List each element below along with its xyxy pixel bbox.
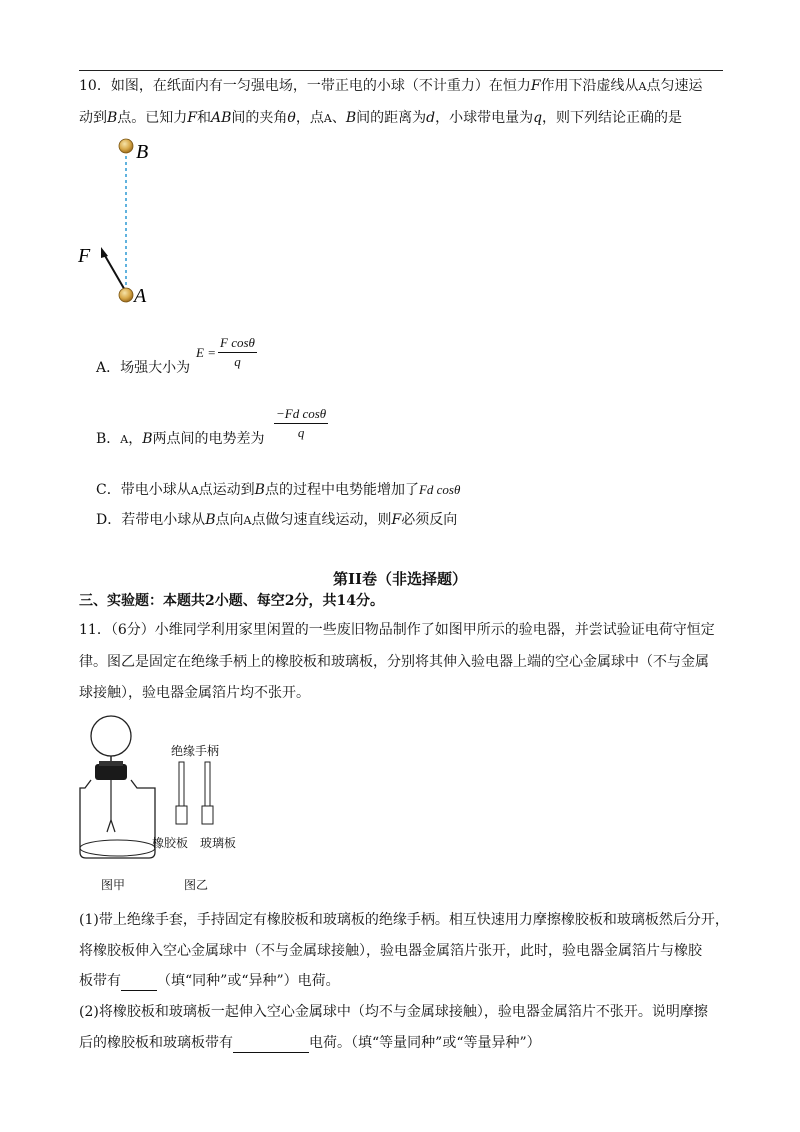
q10-text: 间的夹角: [231, 110, 288, 126]
glass-handle: [205, 762, 210, 806]
option-B-text: ，: [128, 431, 143, 447]
symbol-A: A: [120, 433, 129, 446]
top-rule: [79, 70, 723, 71]
option-C-text: 点的过程中电势能增加了: [264, 482, 419, 498]
fraction-bar: [274, 423, 328, 424]
figure-jia-caption: 图甲: [101, 878, 126, 892]
option-A-fraction: [218, 335, 257, 370]
q10-text: 间的距离为: [356, 110, 427, 126]
q11-part1-line-3: [79, 971, 340, 991]
symbol-F: F: [530, 78, 541, 94]
option-C-text: C．带电小球从: [96, 482, 191, 498]
option-D-text: D．若带电小球从: [96, 512, 206, 528]
q11-text: 后的橡胶板和玻璃板带有: [79, 1035, 233, 1051]
glass-plate: [202, 806, 213, 824]
q10-text: 动到: [79, 110, 107, 126]
option-D-text: 点向: [215, 512, 244, 528]
fraction-bar: [218, 352, 257, 353]
symbol-A: A: [638, 80, 647, 93]
symbol-B: B: [254, 482, 265, 498]
label-F: F: [78, 245, 91, 267]
q10-line-2: [79, 108, 682, 129]
q11-text: （填“同种”或“异种”）电荷。: [157, 973, 340, 989]
q10-text: ，则下列结论正确的是: [542, 110, 683, 126]
insulating-stopper: [95, 764, 127, 780]
q10-text: 10．如图，在纸面内有一匀强电场，一带正电的小球（不计重力）在恒力: [79, 78, 531, 94]
symbol-A: A: [190, 484, 199, 497]
symbol-A: A: [323, 112, 332, 125]
fraction-numerator: F cosθ: [220, 335, 255, 350]
option-C-expression: Fd cosθ: [418, 482, 461, 497]
symbol-F: F: [187, 110, 198, 126]
rubber-handle: [179, 762, 184, 806]
option-B-fraction: [274, 406, 328, 441]
force-arrow: [104, 254, 126, 292]
q11-text: 板带有: [79, 973, 121, 989]
option-A-text: A．场强大小为: [96, 360, 191, 376]
ball-A: [119, 288, 133, 302]
option-B-text: B．: [96, 431, 121, 447]
fraction-numerator: −Fd cosθ: [276, 406, 327, 421]
handle-label: 绝缘手柄: [171, 744, 220, 758]
q11-part2-line-2: [79, 1033, 541, 1053]
plates-figure: [170, 760, 230, 830]
q10-text: 点。已知力: [117, 110, 188, 126]
q11-part1-line-1: (1)带上绝缘手套，手持固定有橡胶板和玻璃板的绝缘手柄。相互快速用力摩擦橡胶板和玻璃板然后分开，: [79, 912, 729, 928]
symbol-A: A: [243, 514, 252, 527]
q11-part1-line-2: 将橡胶板伸入空心金属球中（不与金属球接触），验电器金属箔片张开，此时，验电器金属箔片与橡胶: [79, 943, 702, 959]
q10-text: ，小球带电量为: [435, 110, 534, 126]
metal-foil-left: [107, 820, 111, 832]
symbol-d: d: [426, 110, 436, 126]
option-D: [96, 510, 457, 531]
q11-text: 电荷。（填“等量同种”或“等量异种”）: [309, 1035, 541, 1051]
symbol-B: B: [107, 110, 118, 126]
q11-line-3: 球接触），验电器金属箔片均不张开。: [79, 685, 310, 701]
symbol-theta: θ: [287, 110, 296, 126]
q11-line-2: 律。图乙是固定在绝缘手柄上的橡胶板和玻璃板，分别将其伸入验电器上端的空心金属球中（不与金属: [79, 654, 709, 670]
ball-B: [119, 139, 133, 153]
symbol-B: B: [345, 110, 357, 126]
option-A-lhs: E =: [196, 345, 216, 360]
section-heading: 三、实验题：本题共2小题、每空2分，共14分。: [79, 593, 384, 609]
answer-blank-1[interactable]: [121, 976, 157, 991]
answer-blank-2[interactable]: [233, 1038, 309, 1053]
fraction-denominator: q: [234, 354, 241, 369]
option-D-text: 必须反向: [401, 512, 458, 528]
rubber-plate: [176, 806, 187, 824]
q10-text: 和: [197, 110, 212, 126]
label-B: B: [136, 141, 149, 163]
figure-yi-caption: 图乙: [184, 878, 209, 892]
option-C-text: 点运动到: [198, 482, 255, 498]
glass-plate-label: 玻璃板: [200, 836, 237, 850]
q10-text: 点匀速运: [646, 78, 703, 94]
label-A: A: [134, 285, 147, 307]
q11-part2-line-1: (2)将橡胶板和玻璃板一起伸入空心金属球中（均不与金属球接触），验电器金属箔片不张开。说明摩擦: [79, 1004, 708, 1020]
q10-force-figure: [70, 132, 170, 312]
q10-text: 作用下沿虚线从: [540, 78, 639, 94]
q10-text: ，点: [295, 110, 324, 126]
q11-line-1: 11．（6分）小维同学利用家里闲置的一些废旧物品制作了如图甲所示的验电器，并尝试验证电荷守恒定: [79, 622, 715, 638]
q10-text: 、: [331, 110, 346, 126]
symbol-q: q: [533, 110, 543, 126]
part-2-heading: 第II卷（非选择题）: [332, 570, 468, 588]
symbol-B: B: [205, 512, 216, 528]
q10-line-1: [79, 76, 703, 97]
option-C: [96, 480, 460, 501]
symbol-F: F: [391, 512, 402, 528]
glass-jar: [80, 780, 155, 858]
fraction-denominator: q: [297, 425, 305, 440]
force-arrowhead: [101, 247, 108, 258]
hollow-metal-sphere: [91, 716, 131, 756]
rubber-plate-label: 橡胶板: [152, 836, 189, 850]
option-B-text: 两点间的电势差为: [152, 431, 265, 447]
metal-foil-right: [111, 820, 115, 832]
symbol-AB: AB: [211, 110, 232, 126]
symbol-B: B: [142, 431, 153, 447]
option-B: [96, 429, 265, 450]
option-D-text: 点做匀速直线运动，则: [251, 512, 392, 528]
option-A: [96, 358, 190, 378]
